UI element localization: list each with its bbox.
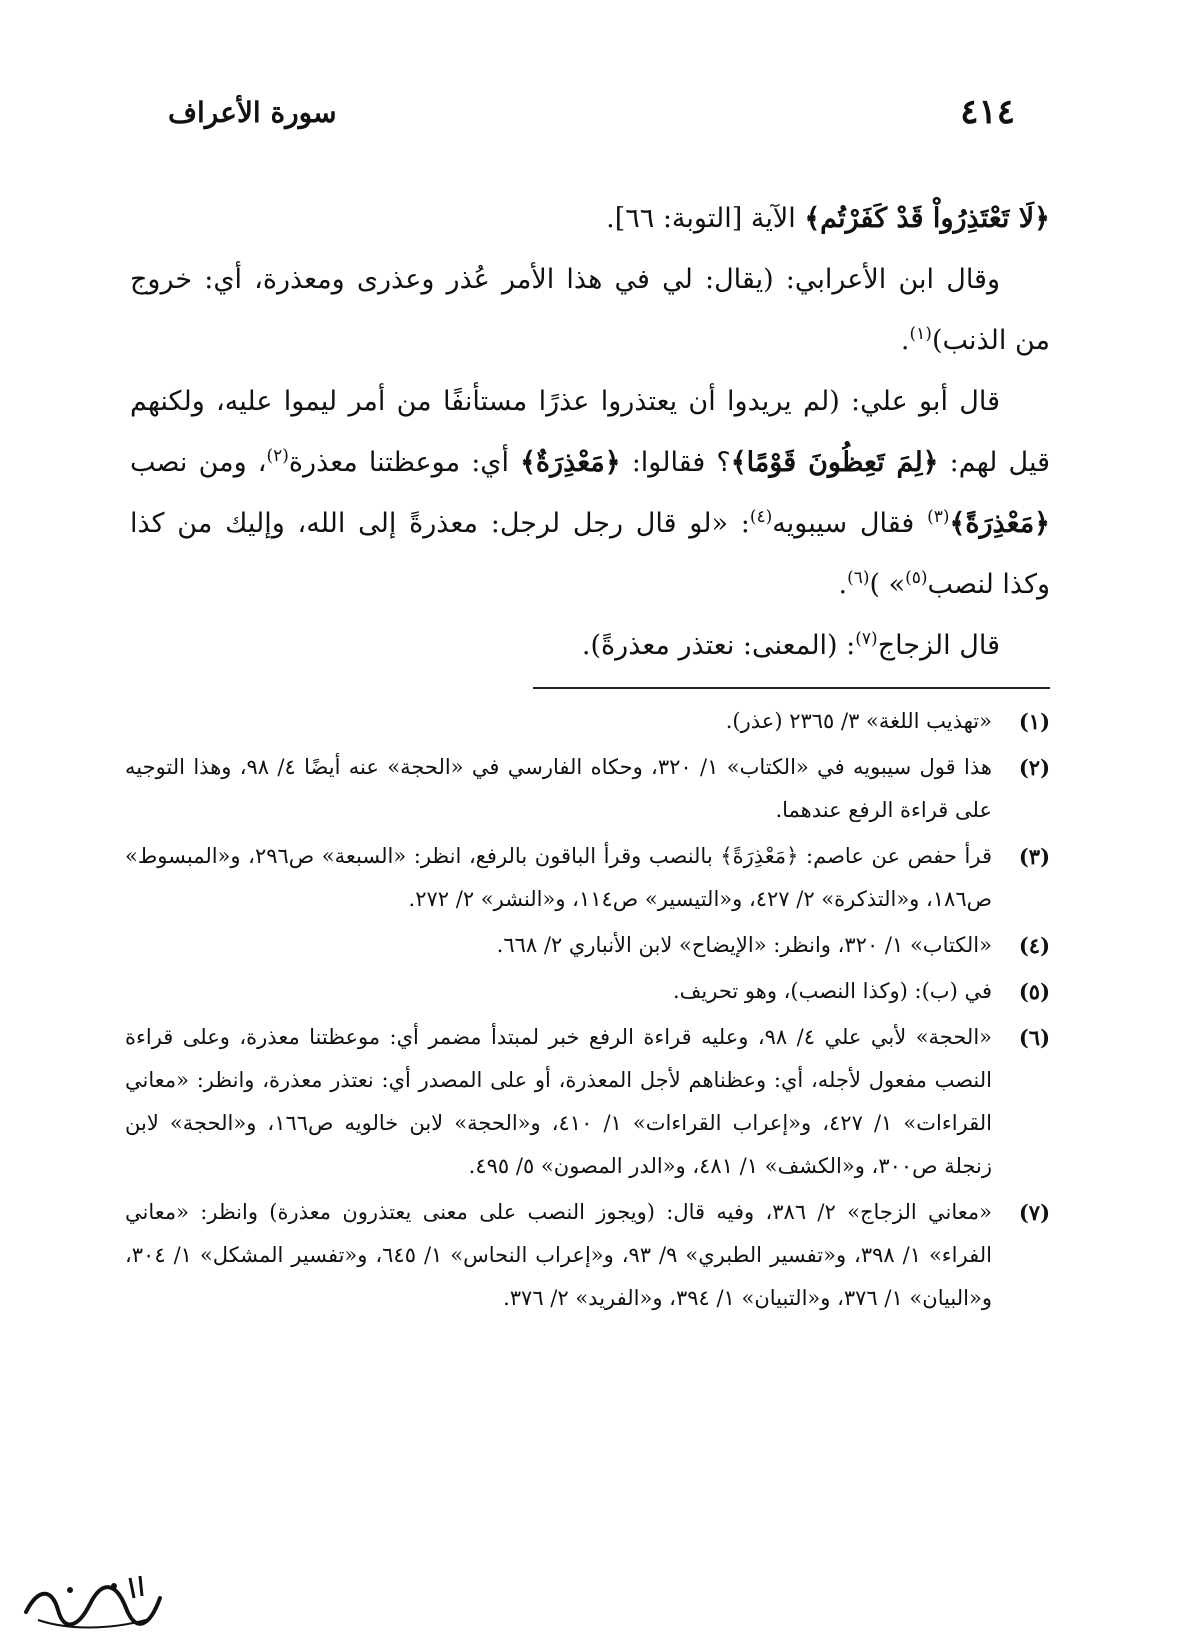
footnote-text: «معاني الزجاج» ٢/ ٣٨٦، وفيه قال: (ويجوز النصب على معنى يعتذرون معذرة) وانظر: «معاني الفراء» ١/ ٣٩٨، و«تفسير الطبري» ٩/ ٩٣، و«إعراب النحاس» ١/ ٦٤٥، و«تفسير المشكل» ١/ ٣٠٤، و«البيان» ١/ ٣٧٦، و«التبيان» ١/ ٣٩٤، و«الفريد» ٢/ ٣٧٦. — [125, 1200, 992, 1310]
footnote — [125, 700, 1050, 743]
footnote-number: (٥) — [1018, 979, 1050, 1004]
paragraph-ibn-arabi — [130, 249, 1050, 371]
quran-quote: ﴿لَا تَعْتَذِرُواْ قَدْ كَفَرْتُم﴾ — [804, 203, 1050, 234]
footnote — [125, 1016, 1050, 1188]
text-run: وقال ابن الأعرابي: (يقال: لي في هذا الأمر عُذر وعذرى ومعذرة، أي: خروج من الذنب) — [130, 264, 1050, 356]
text-run: . — [900, 325, 910, 356]
text-run: قال الزجاج — [877, 630, 1000, 661]
footnote-number: (١) — [1018, 709, 1050, 734]
footnote — [125, 1191, 1050, 1320]
footnote-marker-4[interactable]: (٤) — [749, 507, 773, 527]
text-run: : (المعنى: نعتذر معذرةً). — [581, 630, 856, 661]
footnote — [125, 746, 1050, 832]
text-run: » ) — [869, 569, 906, 600]
footnote-number: (٧) — [1018, 1200, 1050, 1225]
text-run: ؟ فقالوا: — [620, 447, 731, 478]
footnote-marker-2[interactable]: (٢) — [266, 446, 289, 466]
footnote-marker-5[interactable]: (٥) — [905, 568, 928, 588]
quran-quote: ﴿لِمَ تَعِظُونَ قَوْمًا﴾ — [730, 447, 939, 478]
page-number: ٤١٤ — [960, 92, 1015, 132]
footnote — [125, 924, 1050, 967]
footnote-text: «تهذيب اللغة» ٣/ ٢٣٦٥ (عذر). — [725, 709, 992, 733]
footnote-text: في (ب): (وكذا النصب)، وهو تحريف. — [672, 979, 992, 1003]
footnote-text: «الكتاب» ١/ ٣٢٠، وانظر: «الإيضاح» لابن الأنباري ٢/ ٦٦٨. — [496, 933, 992, 957]
quran-quote: ﴿مَعْذِرَةٌ﴾ — [520, 447, 621, 478]
text-run: قال أبو علي: (لم يريدوا أن يعتذروا عذرًا مستأنفًا من أمر ليموا عليه، ولكنهم قيل لهم: — [130, 386, 1051, 478]
text-run: أي: موعظتنا معذرة — [288, 447, 521, 478]
quran-quote: ﴿مَعْذِرَةً﴾ — [949, 508, 1050, 539]
footnote-marker-1[interactable]: (١) — [909, 324, 932, 344]
footnote — [125, 970, 1050, 1013]
paragraph-abu-ali — [130, 371, 1050, 615]
footnote-number: (٤) — [1018, 933, 1050, 958]
footnote-text: هذا قول سيبويه في «الكتاب» ١/ ٣٢٠، وحكاه الفارسي في «الحجة» عنه أيضًا ٤/ ٩٨، وهذا التوجيه على قراءة الرفع عندهما. — [125, 755, 992, 822]
footnote-number: (٢) — [1018, 755, 1050, 780]
publisher-logo — [18, 1568, 168, 1638]
footnote — [125, 835, 1050, 921]
text-run: الآية [التوبة: ٦٦]. — [606, 203, 805, 234]
paragraph-verse — [130, 188, 1050, 249]
footnote-marker-7[interactable]: (٧) — [855, 629, 878, 649]
main-text — [130, 188, 1050, 676]
footnote-number: (٦) — [1018, 1025, 1050, 1050]
text-run: ، ومن نصب — [130, 447, 267, 478]
text-run: : «لو قال رجل لرجل: معذرةً إلى الله، وإليك من كذا وكذا لنصب — [130, 508, 1050, 600]
footnotes — [125, 700, 1050, 1323]
footnote-marker-3[interactable]: (٣) — [927, 507, 950, 527]
footnote-separator — [533, 687, 1050, 689]
text-run: فقال سيبويه — [772, 508, 928, 539]
footnote-text: قرأ حفص عن عاصم: ﴿مَعْذِرَةً﴾ بالنصب وقرأ الباقون بالرفع، انظر: «السبعة» ص٢٩٦، و«المبسوط» ص١٨٦، و«التذكرة» ٢/ ٤٢٧، و«التيسير» ص١١٤، و«النشر» ٢/ ٢٧٢. — [125, 844, 992, 911]
paragraph-zajjaj — [130, 615, 1050, 676]
footnote-marker-6[interactable]: (٦) — [847, 568, 870, 588]
text-run: . — [838, 569, 848, 600]
footnote-text: «الحجة» لأبي علي ٤/ ٩٨، وعليه قراءة الرفع خبر لمبتدأ مضمر أي: موعظتنا معذرة، وعلى قراءة النصب مفعول لأجله، أي: وعظناهم لأجل المعذرة، أو على المصدر أي: نعتذر معذرة، وانظر: «معاني القراءات» ١/ ٤٢٧، و«إعراب القراءات» ١/ ٤١٠، و«الحجة» لابن خالويه ص١٦٦، و«الحجة» لابن زنجلة ص٣٠٠، و«الكشف» ١/ ٤٨١، و«الدر المصون» ٥/ ٤٩٥. — [125, 1025, 992, 1178]
page-header — [160, 92, 1025, 152]
footnote-number: (٣) — [1018, 844, 1050, 869]
surah-title: سورة الأعراف — [168, 96, 337, 129]
